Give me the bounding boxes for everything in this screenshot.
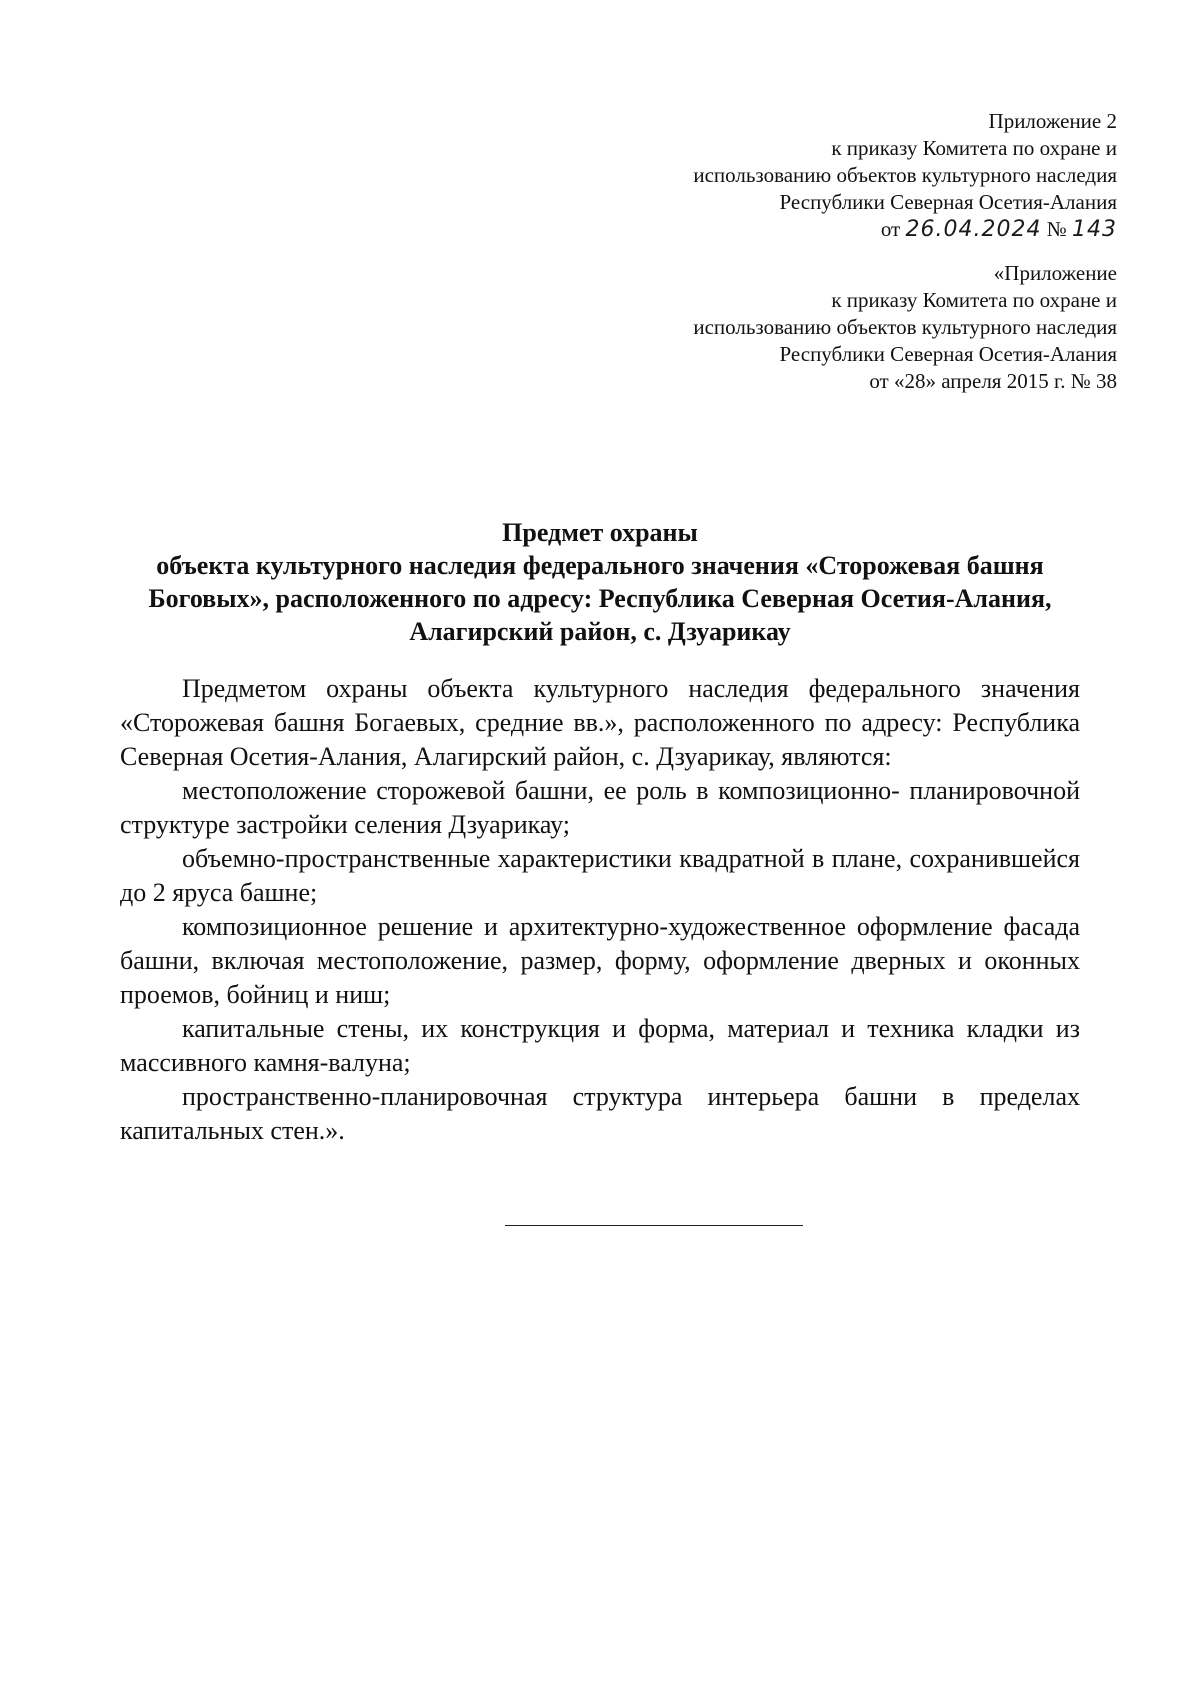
body-paragraph: пространственно-планировочная структура интерьера башни в пределах капитальных стен.». bbox=[120, 1082, 1080, 1145]
date-prefix: от bbox=[880, 217, 901, 241]
appendix-order-line: к приказу Комитета по охране и bbox=[831, 136, 1117, 160]
handwritten-date: 26.04.2024 bbox=[905, 217, 1042, 242]
appendix-title: Приложение 2 bbox=[988, 109, 1117, 133]
body-paragraph: капитальные стены, их конструкция и форма, материал и техника кладки из массивного камня-валуна; bbox=[120, 1014, 1080, 1077]
end-separator-line bbox=[505, 1225, 803, 1226]
body-paragraph: Предметом охраны объекта культурного наследия федерального значения «Сторожевая башня Богаевых, средние вв.», расположенного по адресу: Республика Северная Осетия-Алания, Алагирский район, с. Дзуарикау, являются: bbox=[120, 674, 1080, 771]
original-date-line: от «28» апреля 2015 г. № 38 bbox=[869, 369, 1117, 393]
original-appendix-header bbox=[693, 260, 1117, 395]
body-paragraph: местоположение сторожевой башни, ее роль в композиционно- планировочной структуре застройки селения Дзуарикау; bbox=[120, 776, 1080, 839]
handwritten-number: 143 bbox=[1072, 217, 1117, 242]
title-line-2: объекта культурного наследия федерального значения «Сторожевая башня bbox=[156, 551, 1044, 580]
appendix-committee-line: использованию объектов культурного наследия bbox=[693, 163, 1117, 187]
number-sign: № bbox=[1046, 217, 1067, 241]
original-order-line: к приказу Комитета по охране и bbox=[831, 288, 1117, 312]
title-line-4: Алагирский район, с. Дзуарикау bbox=[409, 617, 791, 646]
appendix-republic-line: Республики Северная Осетия-Алания bbox=[779, 190, 1117, 214]
document-body bbox=[120, 672, 1080, 1148]
appendix-header bbox=[693, 108, 1117, 243]
original-committee-line: использованию объектов культурного наследия bbox=[693, 315, 1117, 339]
body-paragraph: композиционное решение и архитектурно-художественное оформление фасада башни, включая местоположение, размер, форму, оформление дверных и оконных проемов, бойниц и ниш; bbox=[120, 912, 1080, 1009]
original-appendix-title: «Приложение bbox=[993, 261, 1117, 285]
title-line-1: Предмет охраны bbox=[502, 518, 698, 547]
appendix-date-line bbox=[693, 216, 1117, 243]
original-republic-line: Республики Северная Осетия-Алания bbox=[779, 342, 1117, 366]
title-line-3: Боговых», расположенного по адресу: Республика Северная Осетия-Алания, bbox=[148, 584, 1052, 613]
document-title bbox=[120, 516, 1080, 648]
body-paragraph: объемно-пространственные характеристики квадратной в плане, сохранившейся до 2 яруса башне; bbox=[120, 844, 1080, 907]
